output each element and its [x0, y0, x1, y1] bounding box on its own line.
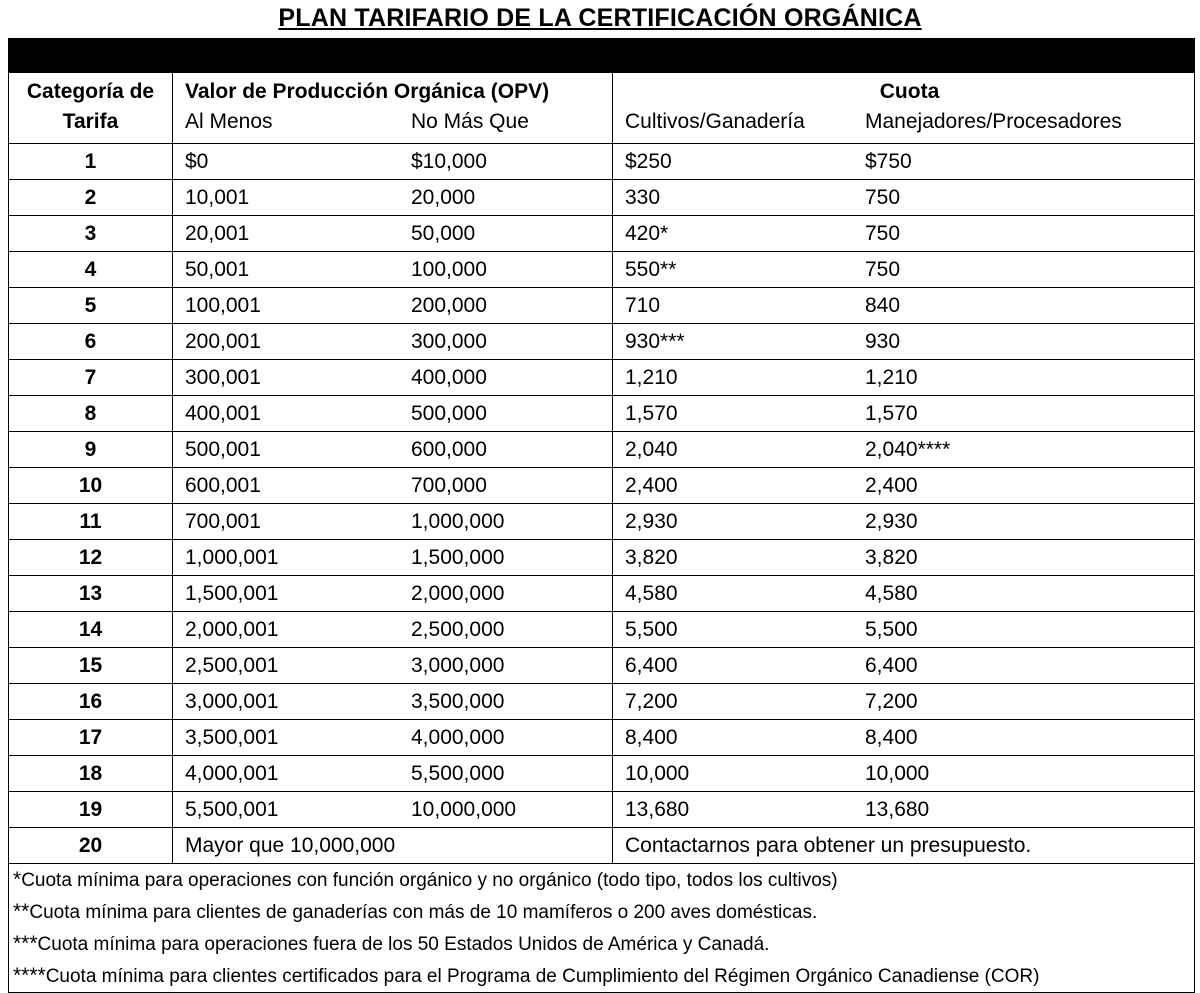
table-row — [9, 288, 1195, 324]
fee-cell — [613, 252, 1195, 288]
fee-handlers: 7,200 — [865, 689, 918, 713]
opv-max: $10,000 — [411, 149, 487, 173]
fee-handlers: 10,000 — [865, 761, 930, 785]
opv-cell — [173, 720, 613, 756]
fee-crops: 550** — [625, 257, 677, 281]
opv-cell — [173, 396, 613, 432]
table-row — [9, 576, 1195, 612]
fee-handlers: 8,400 — [865, 725, 918, 749]
table-row — [9, 144, 1195, 180]
footnote — [9, 864, 1195, 897]
fee-handlers: 2,400 — [865, 473, 918, 497]
opv-min: 20,001 — [185, 221, 250, 245]
footnote — [9, 896, 1195, 928]
opv-min: 4,000,001 — [185, 761, 279, 785]
fee-crops: 420* — [625, 221, 669, 245]
footnote-text: Cuota mínima para operaciones con función orgánico y no orgánico (todo tipo, todos los cultivos) — [21, 870, 838, 891]
fee-crops: 1,210 — [625, 365, 678, 389]
opv-cell — [173, 360, 613, 396]
table-row — [9, 720, 1195, 756]
fee-handlers: 930 — [865, 329, 901, 353]
fee-crops: 1,570 — [625, 401, 678, 425]
opv-max: 200,000 — [411, 293, 487, 317]
fee-cell — [613, 540, 1195, 576]
fee-handlers: $750 — [865, 149, 912, 173]
table-row — [9, 468, 1195, 504]
table-row — [9, 648, 1195, 684]
opv-max: 1,500,000 — [411, 545, 505, 569]
table-row — [9, 504, 1195, 540]
opv-min: 200,001 — [185, 329, 261, 353]
table-row — [9, 324, 1195, 360]
header-fee-title: Cuota — [879, 80, 940, 103]
fee-handlers: 750 — [865, 185, 901, 209]
fee-cell — [613, 324, 1195, 360]
fee-crops: 10,000 — [625, 761, 690, 785]
opv-cell — [173, 324, 613, 360]
table-row — [9, 612, 1195, 648]
fee-handlers: 1,570 — [865, 401, 918, 425]
fee-crops: 3,820 — [625, 545, 678, 569]
fee-handlers: 2,930 — [865, 509, 918, 533]
footnote-marker: ** — [13, 900, 30, 923]
fee-cell — [613, 360, 1195, 396]
category-cell: 16 — [9, 684, 173, 720]
opv-max: 400,000 — [411, 365, 487, 389]
opv-min: 100,001 — [185, 293, 261, 317]
fee-crops: 2,400 — [625, 473, 678, 497]
fee-cell — [613, 504, 1195, 540]
footnote-row — [9, 928, 1195, 960]
opv-range-cell: Mayor que 10,000,000 — [173, 828, 613, 864]
header-no-more-than: No Más Que — [411, 110, 529, 133]
header-category-line1: Categoría de — [26, 80, 155, 103]
table-row — [9, 180, 1195, 216]
category-cell: 5 — [9, 288, 173, 324]
fee-cell — [613, 180, 1195, 216]
fee-handlers: 4,580 — [865, 581, 918, 605]
opv-min: 1,000,001 — [185, 545, 279, 569]
category-cell: 2 — [9, 180, 173, 216]
fee-crops: 930*** — [625, 329, 685, 353]
opv-cell — [173, 648, 613, 684]
opv-max: 3,000,000 — [411, 653, 505, 677]
black-bar-cell-main — [173, 39, 1195, 73]
footnote — [9, 928, 1195, 960]
fee-handlers: 13,680 — [865, 797, 930, 821]
fee-crops: 2,040 — [625, 437, 678, 461]
category-cell: 17 — [9, 720, 173, 756]
footnote-text: Cuota mínima para operaciones fuera de los 50 Estados Unidos de América y Canadá. — [37, 934, 770, 955]
opv-cell — [173, 756, 613, 792]
category-cell: 12 — [9, 540, 173, 576]
opv-cell — [173, 216, 613, 252]
opv-max: 2,000,000 — [411, 581, 505, 605]
opv-min: 300,001 — [185, 365, 261, 389]
opv-max: 20,000 — [411, 185, 476, 209]
category-cell: 8 — [9, 396, 173, 432]
header-at-least: Al Menos — [185, 110, 273, 133]
fee-contact-cell: Contactarnos para obtener un presupuesto. — [613, 828, 1195, 864]
footnote-marker: *** — [13, 932, 38, 955]
opv-cell — [173, 792, 613, 828]
opv-cell — [173, 180, 613, 216]
header-crops: Cultivos/Ganadería — [625, 110, 805, 133]
category-cell: 1 — [9, 144, 173, 180]
category-cell: 19 — [9, 792, 173, 828]
opv-min: 3,000,001 — [185, 689, 279, 713]
fee-crops: 5,500 — [625, 617, 678, 641]
category-cell: 7 — [9, 360, 173, 396]
opv-max: 600,000 — [411, 437, 487, 461]
footnote-marker: * — [13, 868, 22, 891]
opv-min: $0 — [185, 149, 209, 173]
opv-cell — [173, 612, 613, 648]
footnote-row — [9, 896, 1195, 928]
header-opv — [173, 73, 613, 144]
category-cell: 4 — [9, 252, 173, 288]
opv-max: 1,000,000 — [411, 509, 505, 533]
table-row — [9, 792, 1195, 828]
opv-cell — [173, 144, 613, 180]
opv-max: 2,500,000 — [411, 617, 505, 641]
footnote-text: Cuota mínima para clientes de ganaderías con más de 10 mamíferos o 200 aves domésticas. — [29, 902, 818, 923]
opv-min: 700,001 — [185, 509, 261, 533]
opv-max: 4,000,000 — [411, 725, 505, 749]
fee-crops: 6,400 — [625, 653, 678, 677]
opv-cell — [173, 576, 613, 612]
fee-crops: 13,680 — [625, 797, 690, 821]
header-category — [9, 73, 173, 144]
table-row — [9, 540, 1195, 576]
opv-cell — [173, 252, 613, 288]
category-cell: 14 — [9, 612, 173, 648]
fee-table — [8, 38, 1195, 993]
footnote-marker: **** — [13, 964, 46, 987]
table-row — [9, 216, 1195, 252]
fee-cell — [613, 144, 1195, 180]
table-row — [9, 756, 1195, 792]
fee-crops: $250 — [625, 149, 672, 173]
category-cell: 6 — [9, 324, 173, 360]
opv-cell — [173, 468, 613, 504]
header-black-bar — [9, 39, 1195, 73]
fee-cell — [613, 576, 1195, 612]
opv-max: 3,500,000 — [411, 689, 505, 713]
opv-cell — [173, 432, 613, 468]
footnote-text: Cuota mínima para clientes certificados para el Programa de Cumplimiento del Régimen Orgánico Canadiense (COR) — [45, 966, 1040, 987]
fee-cell — [613, 684, 1195, 720]
opv-max: 300,000 — [411, 329, 487, 353]
category-cell: 15 — [9, 648, 173, 684]
category-cell: 10 — [9, 468, 173, 504]
opv-min: 2,000,001 — [185, 617, 279, 641]
fee-cell — [613, 720, 1195, 756]
fee-crops: 2,930 — [625, 509, 678, 533]
page-title: PLAN TARIFARIO DE LA CERTIFICACIÓN ORGÁNICA — [278, 4, 922, 32]
fee-cell — [613, 756, 1195, 792]
opv-max: 100,000 — [411, 257, 487, 281]
opv-max: 500,000 — [411, 401, 487, 425]
fee-crops: 710 — [625, 293, 661, 317]
header-opv-title: Valor de Producción Orgánica (OPV) — [185, 80, 550, 103]
fee-cell — [613, 396, 1195, 432]
fee-cell — [613, 468, 1195, 504]
opv-min: 50,001 — [185, 257, 250, 281]
opv-min: 400,001 — [185, 401, 261, 425]
footnote-row — [9, 864, 1195, 897]
fee-handlers: 6,400 — [865, 653, 918, 677]
opv-cell — [173, 504, 613, 540]
fee-cell — [613, 216, 1195, 252]
opv-min: 10,001 — [185, 185, 250, 209]
opv-cell — [173, 540, 613, 576]
opv-min: 600,001 — [185, 473, 261, 497]
black-bar-cell-category — [9, 39, 173, 73]
table-row — [9, 432, 1195, 468]
fee-crops: 8,400 — [625, 725, 678, 749]
table-row — [9, 396, 1195, 432]
footnote-row — [9, 960, 1195, 993]
category-cell: 9 — [9, 432, 173, 468]
fee-handlers: 1,210 — [865, 365, 918, 389]
category-cell: 18 — [9, 756, 173, 792]
opv-cell — [173, 684, 613, 720]
table-row — [9, 360, 1195, 396]
fee-handlers: 840 — [865, 293, 901, 317]
opv-min: 2,500,001 — [185, 653, 279, 677]
opv-max: 700,000 — [411, 473, 487, 497]
fee-cell — [613, 792, 1195, 828]
opv-min: 500,001 — [185, 437, 261, 461]
header-category-line2: Tarifa — [62, 110, 119, 133]
fee-handlers: 2,040**** — [865, 437, 951, 461]
table-row-last — [9, 828, 1195, 864]
category-cell: 3 — [9, 216, 173, 252]
opv-cell — [173, 288, 613, 324]
category-cell: 20 — [9, 828, 173, 864]
fee-cell — [613, 288, 1195, 324]
fee-crops: 4,580 — [625, 581, 678, 605]
category-cell: 11 — [9, 504, 173, 540]
opv-max: 5,500,000 — [411, 761, 505, 785]
fee-handlers: 3,820 — [865, 545, 918, 569]
table-row — [9, 684, 1195, 720]
fee-handlers: 750 — [865, 257, 901, 281]
opv-min: 3,500,001 — [185, 725, 279, 749]
fee-crops: 7,200 — [625, 689, 678, 713]
fee-cell — [613, 432, 1195, 468]
header-fee — [613, 73, 1195, 144]
opv-max: 10,000,000 — [411, 797, 517, 821]
opv-min: 5,500,001 — [185, 797, 279, 821]
fee-cell — [613, 648, 1195, 684]
header-row — [9, 73, 1195, 144]
fee-handlers: 750 — [865, 221, 901, 245]
fee-cell — [613, 612, 1195, 648]
opv-max: 50,000 — [411, 221, 476, 245]
table-row — [9, 252, 1195, 288]
opv-min: 1,500,001 — [185, 581, 279, 605]
footnote — [9, 960, 1195, 993]
header-handlers: Manejadores/Procesadores — [865, 110, 1122, 133]
fee-crops: 330 — [625, 185, 661, 209]
fee-handlers: 5,500 — [865, 617, 918, 641]
category-cell: 13 — [9, 576, 173, 612]
